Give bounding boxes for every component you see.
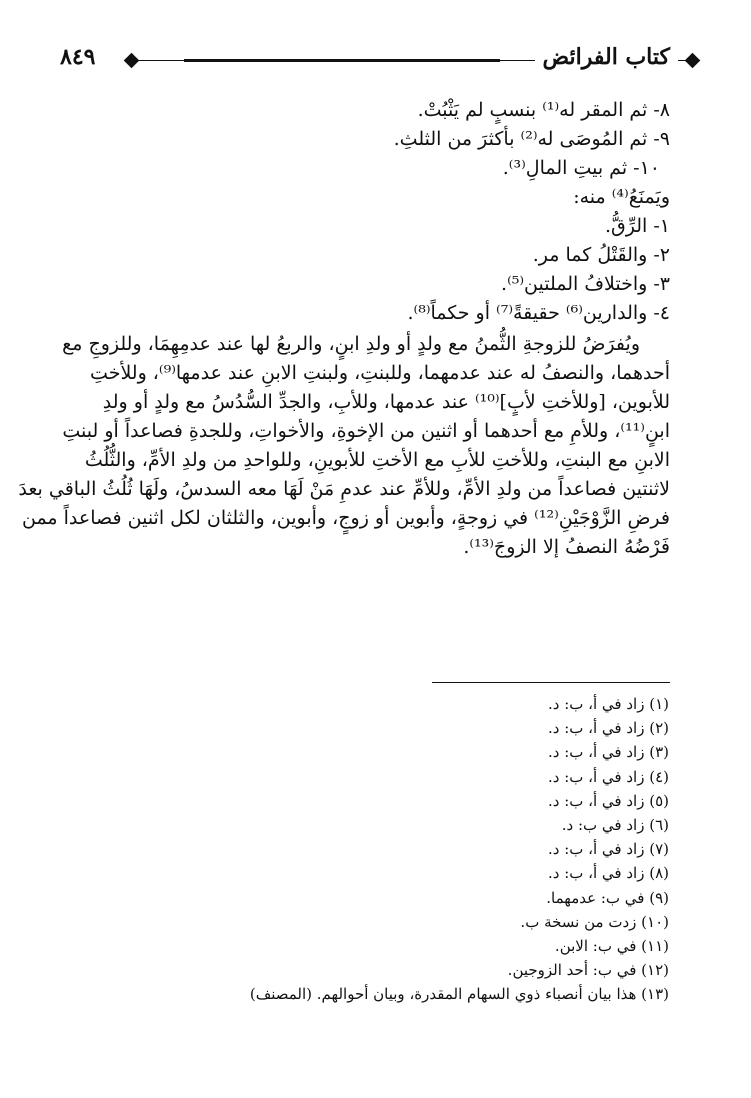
- footnote: (١٠) زدت من نسخة ب.: [520, 912, 669, 931]
- main-text: [18, 96, 670, 562]
- footnote: (٧) زاد في أ، ب: د.: [547, 840, 669, 859]
- footnote: (٨) زاد في أ، ب: د.: [547, 864, 669, 883]
- text-line: ٣- واختلافُ الملتين⁽⁵⁾.: [501, 273, 670, 295]
- footnote: (٣) زاد في أ، ب: د.: [547, 743, 669, 762]
- body-paragraph: [18, 330, 670, 562]
- text-line: ٩- ثم المُوصَى له⁽²⁾ بأكثرَ من الثلثِ.: [393, 128, 670, 150]
- text-line: ويَمنَعُ⁽⁴⁾ منه:: [573, 186, 670, 208]
- footnote: (٦) زاد في ب: د.: [561, 816, 669, 835]
- paragraph-line: ابنٍ⁽¹¹⁾، وللأمِ مع أحدهما أو اثنين من الإخوةِ، والأخواتِ، وللجدةِ فصاعداً أو لبنتِ: [62, 420, 670, 442]
- page-header: [60, 42, 700, 78]
- footnote: (٢) زاد في أ، ب: د.: [547, 719, 669, 738]
- footnote: (٩) في ب: عدمهما.: [546, 888, 669, 907]
- footnote: (١٣) هذا بيان أنصباء ذوي السهام المقدرة، وبيان أحوالهم. (المصنف): [249, 985, 669, 1004]
- diamond-ornament-right-icon: [685, 53, 701, 69]
- paragraph-line: للأبوين، [وللأختِ لأبٍ]⁽¹⁰⁾ عند عدمها، وللأبِ، والجدِّ السُّدُسُ مع ولدٍ أو ولدِ: [102, 391, 670, 413]
- text-line: ١- الرِّقُّ.: [604, 215, 670, 237]
- footnote: (١١) في ب: الابن.: [554, 937, 669, 956]
- text-line: ٨- ثم المقر له⁽¹⁾ بنسبٍ لم يَثْبُتْ.: [417, 99, 670, 121]
- paragraph-line: لاثنتين فصاعداً من ولدِ الأمِّ، وللأمِّ عند عدمِ مَنْ لَهَا معه السدسُ، ولَهَا ثُلُثُ الباقي بعدَ: [18, 478, 670, 500]
- header-rule-thick: [184, 59, 500, 62]
- footnote: (٤) زاد في أ، ب: د.: [547, 767, 669, 786]
- paragraph-line: فرضِ الزَّوْجَيْنِ⁽¹²⁾ في زوجةٍ، وأبوين أو زوجٍ، وأبوين، والثلثان لكل اثنين فصاعداً ممن: [21, 507, 670, 529]
- paragraph-line: الابنِ مع البنتِ، وللأختِ للأبِ مع الأختِ للأبوينِ، وللواحدِ من ولدِ الأمِّ، والثُّلُثُ: [84, 449, 670, 471]
- paragraph-line: أحدهما، والنصفُ له عند عدمهما، وللبنتِ، ولبنتِ الابنِ عند عدمها⁽⁹⁾، وللأختِ: [90, 362, 670, 384]
- diamond-ornament-left-icon: [124, 53, 140, 69]
- footnote-separator: [432, 682, 670, 683]
- page-number: ٨٤٩: [60, 44, 96, 70]
- footnote: (١) زاد في أ، ب: د.: [547, 695, 669, 713]
- footnotes: [109, 692, 669, 1007]
- running-title: كتاب الفرائض: [535, 44, 678, 70]
- text-line: ١٠- ثم بيتِ المالِ⁽³⁾.: [502, 157, 660, 179]
- paragraph-line: فَرْضُهُ النصفُ إلا الزوجَ⁽¹³⁾.: [463, 536, 670, 558]
- footnote: (٥) زاد في أ، ب: د.: [547, 791, 669, 810]
- text-line: ٢- والقَتْلُ كما مر.: [532, 244, 670, 266]
- paragraph-line: ويُفرَضُ للزوجةِ الثُّمنُ مع ولدٍ أو ولدِ ابنٍ، والربعُ لها عند عدمِهِمَا، وللزوجِ مع: [62, 333, 640, 355]
- text-line: ٤- والدارين⁽⁶⁾ حقيقةً⁽⁷⁾ أو حكماً⁽⁸⁾.: [407, 302, 670, 324]
- footnote: (١٢) في ب: أحد الزوجين.: [507, 961, 669, 980]
